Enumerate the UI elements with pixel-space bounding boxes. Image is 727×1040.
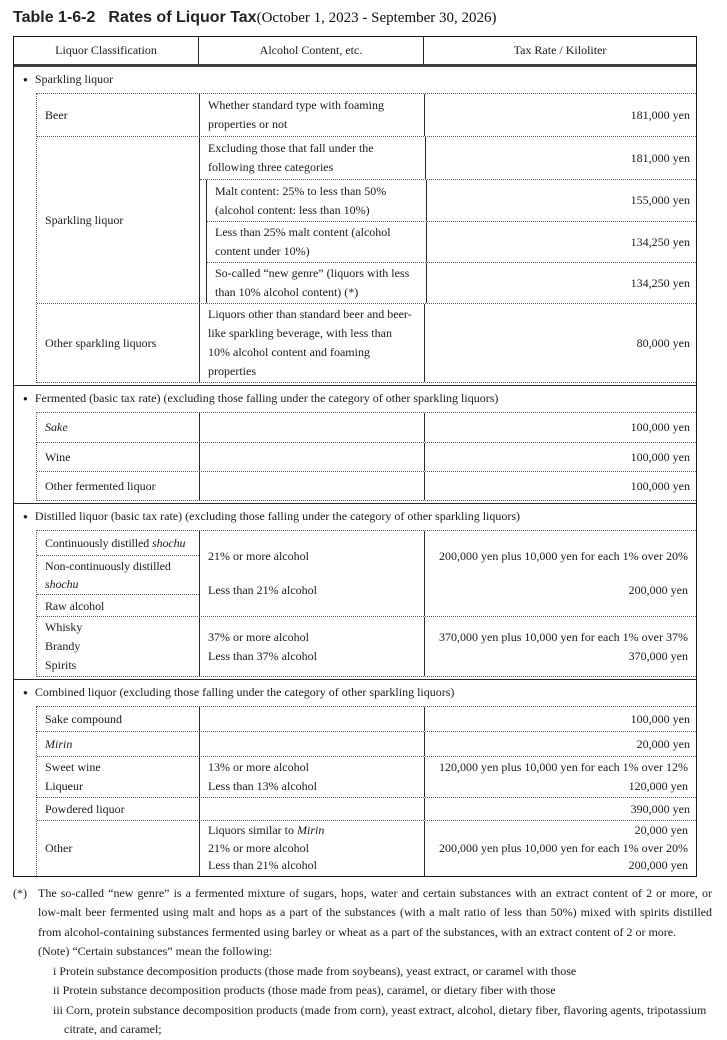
condition-line: 21% or more alcohol [208, 840, 309, 855]
section-label-sparkling [14, 67, 696, 93]
cell-other-combined-conditions [199, 821, 424, 876]
cell-whisky-rates [424, 617, 696, 676]
footnote-marker: (*) [13, 885, 27, 900]
condition-line: Liquors similar to Mirin [208, 823, 325, 837]
table-row-whisky-group [37, 616, 696, 676]
bullet-icon: ● [23, 512, 28, 521]
section-label-fermented [14, 386, 696, 412]
rate-line: 370,000 yen [628, 648, 688, 663]
footnote-text: The so-called “new genre” is a fermented mixture of sugars, hops, water and certain substances with an extract content of 2 or more, or low-malt beer fermented using malt and hops as a part of the substances (with a malt ratio of less than 50%) mixed with spirits distilled from alcohol-containing substances fermented using barley or wheat as a part of the substances, with an extract content of 2 or more. [38, 885, 712, 939]
subrow-malt-25-50 [207, 180, 696, 221]
cell-excluding-rate: 181,000 yen [425, 137, 696, 179]
rate-line: 200,000 yen plus 10,000 yen for each 1% over 20% [439, 549, 688, 563]
cell-sake-rate: 100,000 yen [424, 413, 696, 442]
header-cell-tax-rate: Tax Rate / Kiloliter [423, 37, 696, 64]
footnote-asterisk-paragraph [13, 884, 712, 943]
table-row-sweet-wine-group [37, 756, 696, 797]
combined-table [36, 706, 696, 876]
cell-sake-compound-rate: 100,000 yen [424, 707, 696, 731]
rate-line: 20,000 yen [634, 823, 688, 837]
liquor-tax-table [13, 36, 697, 877]
cell-other-sparkling-rate: 80,000 yen [424, 304, 696, 382]
condition-line: Less than 21% alcohol [208, 583, 317, 597]
footnote-block [13, 884, 712, 1040]
cell-sparkling-liquor-name: Sparkling liquor [45, 212, 124, 227]
sparkling-liquor-subrows [199, 137, 696, 303]
sparkling-table [36, 93, 696, 383]
condition-line: Less than 13% alcohol [208, 779, 317, 793]
cell-wine-name: Wine [45, 449, 71, 464]
cell-shochu-conditions [199, 531, 424, 616]
footnote-note: (Note) “Certain substances” mean the following: [38, 944, 273, 958]
cell-wine-rate: 100,000 yen [424, 443, 696, 471]
table-row-powdered [37, 797, 696, 820]
whisky-group-names [37, 617, 199, 676]
table-row-beer [37, 94, 696, 136]
cell-other-sparkling-name: Other sparkling liquors [45, 335, 157, 350]
cell-sake-compound-alcohol-empty [199, 707, 424, 731]
subrow-excluding [200, 137, 696, 179]
cell-noncontinuous-shochu-name: Non-continuously distilled shochu [37, 555, 199, 594]
rate-line: 120,000 yen plus 10,000 yen for each 1% over 12% [439, 760, 688, 774]
cell-other-fermented-name: Other fermented liquor [45, 478, 156, 493]
section-label-text: Fermented (basic tax rate) (excluding those falling under the category of other sparkling liquors) [34, 391, 499, 405]
cell-raw-alcohol-name: Raw alcohol [37, 594, 199, 616]
rate-line: 120,000 yen [628, 779, 688, 793]
condition-line: 13% or more alcohol [208, 760, 309, 774]
cell-malt-25-50-rate: 155,000 yen [426, 180, 696, 221]
cell-shochu-rates [424, 531, 696, 616]
cell-other-combined-rates [424, 821, 696, 876]
nested-subrows-wrap [200, 179, 696, 303]
section-label-combined [14, 680, 696, 706]
cell-other-fermented-alcohol-empty [199, 472, 424, 500]
fermented-table [36, 412, 696, 501]
table-row-other-combined [37, 820, 696, 876]
section-sparkling-liquor [14, 67, 696, 383]
cell-mirin-rate: 20,000 yen [424, 732, 696, 756]
section-combined [14, 679, 696, 876]
footnote-item-iii: iii Corn, protein substance decomposition products (made from corn), yeast extract, alcohol, dietary fiber, flavoring agents, tripotassium citrate, and caramel; [53, 1002, 707, 1036]
cell-mirin-alcohol-empty [199, 732, 424, 756]
condition-line: 37% or more alcohol [208, 629, 309, 644]
cell-new-genre-rate: 134,250 yen [426, 263, 696, 303]
cell-sake-name: Sake [45, 420, 68, 434]
cell-malt-25-50-desc: Malt content: 25% to less than 50% (alcohol content: less than 10%) [215, 183, 387, 217]
table-header-row [14, 37, 696, 67]
cell-other-sparkling-desc: Liquors other than standard beer and beer-like sparkling beverage, with less than 10% alcohol content and foaming properties [199, 304, 424, 382]
header-cell-alcohol-content: Alcohol Content, etc. [198, 37, 423, 64]
cell-sweet-wine-conditions [199, 757, 424, 797]
condition-line: Less than 21% alcohol [208, 858, 317, 872]
rate-line: 200,000 yen [628, 858, 688, 872]
condition-line: Less than 37% alcohol [208, 648, 317, 663]
cell-sweet-wine-rates [424, 757, 696, 797]
table-row-shochu-group [37, 531, 696, 616]
cell-continuous-shochu-name: Continuously distilled shochu [45, 536, 186, 550]
shochu-group-names [37, 531, 199, 616]
cell-excluding-desc: Excluding those that fall under the following three categories [208, 141, 374, 174]
distilled-table [36, 530, 696, 677]
cell-powdered-name: Powdered liquor [45, 801, 125, 816]
condition-line: 21% or more alcohol [208, 549, 309, 563]
subrow-malt-under-25 [207, 221, 696, 262]
cell-spirits-name: Spirits [45, 658, 77, 672]
table-row-wine [37, 442, 696, 471]
section-label-text: Sparkling liquor [34, 72, 114, 86]
section-label-text: Distilled liquor (basic tax rate) (excluding those falling under the category of other sparkling liquors) [34, 509, 521, 523]
cell-wine-alcohol-empty [199, 443, 424, 471]
cell-brandy-name: Brandy [45, 639, 81, 653]
title-period: (October 1, 2023 - September 30, 2026) [256, 10, 497, 26]
rate-line: 370,000 yen plus 10,000 yen for each 1% over 37% [439, 629, 688, 644]
table-row-other-fermented [37, 471, 696, 500]
cell-sake-alcohol-empty [199, 413, 424, 442]
table-row-sake [37, 413, 696, 442]
table-row-sake-compound [37, 707, 696, 731]
section-label-distilled [14, 504, 696, 530]
cell-beer-desc: Whether standard type with foaming properties or not [199, 94, 424, 136]
nested-subrows [206, 180, 696, 303]
cell-malt-under-25-rate: 134,250 yen [426, 222, 696, 262]
rate-line: 200,000 yen [628, 583, 688, 597]
footnote-item-i: i Protein substance decomposition products (those made from soybeans), yeast extract, or caramel with those [53, 963, 577, 978]
cell-new-genre-desc: So-called “new genre” (liquors with less than 10% alcohol content) (*) [215, 266, 410, 299]
sweet-wine-group-names [37, 757, 199, 797]
section-distilled [14, 503, 696, 677]
table-row-sparkling-liquor [37, 136, 696, 303]
cell-liqueur-name: Liqueur [45, 779, 83, 793]
cell-other-combined-name: Other [45, 840, 73, 855]
cell-malt-under-25-desc: Less than 25% malt content (alcohol content under 10%) [215, 225, 391, 258]
cell-powdered-rate: 390,000 yen [424, 798, 696, 820]
cell-beer-rate: 181,000 yen [424, 94, 696, 136]
footnote-item-ii: ii Protein substance decomposition products (those made from peas), caramel, or dietary fiber with those [53, 983, 556, 997]
bullet-icon: ● [23, 394, 28, 403]
page-title [13, 9, 712, 27]
cell-whisky-conditions [199, 617, 424, 676]
section-label-text: Combined liquor (excluding those falling under the category of other sparkling liquors) [34, 685, 455, 699]
cell-sake-compound-name: Sake compound [45, 711, 122, 726]
section-fermented [14, 385, 696, 501]
title-table-number: Table 1-6-2 [13, 9, 96, 26]
header-cell-classification: Liquor Classification [55, 43, 157, 57]
cell-powdered-alcohol-empty [199, 798, 424, 820]
cell-beer-name: Beer [45, 107, 68, 122]
cell-whisky-name: Whisky [45, 620, 83, 634]
title-text: Rates of Liquor Tax [108, 9, 257, 26]
bullet-icon: ● [23, 688, 28, 697]
cell-other-fermented-rate: 100,000 yen [424, 472, 696, 500]
bullet-icon: ● [23, 75, 28, 84]
subrow-new-genre [207, 262, 696, 303]
cell-sweet-wine-name: Sweet wine [45, 760, 101, 774]
table-row-mirin [37, 731, 696, 756]
rate-line: 200,000 yen plus 10,000 yen for each 1% over 20% [439, 840, 688, 855]
table-row-other-sparkling [37, 303, 696, 382]
cell-mirin-name: Mirin [45, 736, 73, 751]
